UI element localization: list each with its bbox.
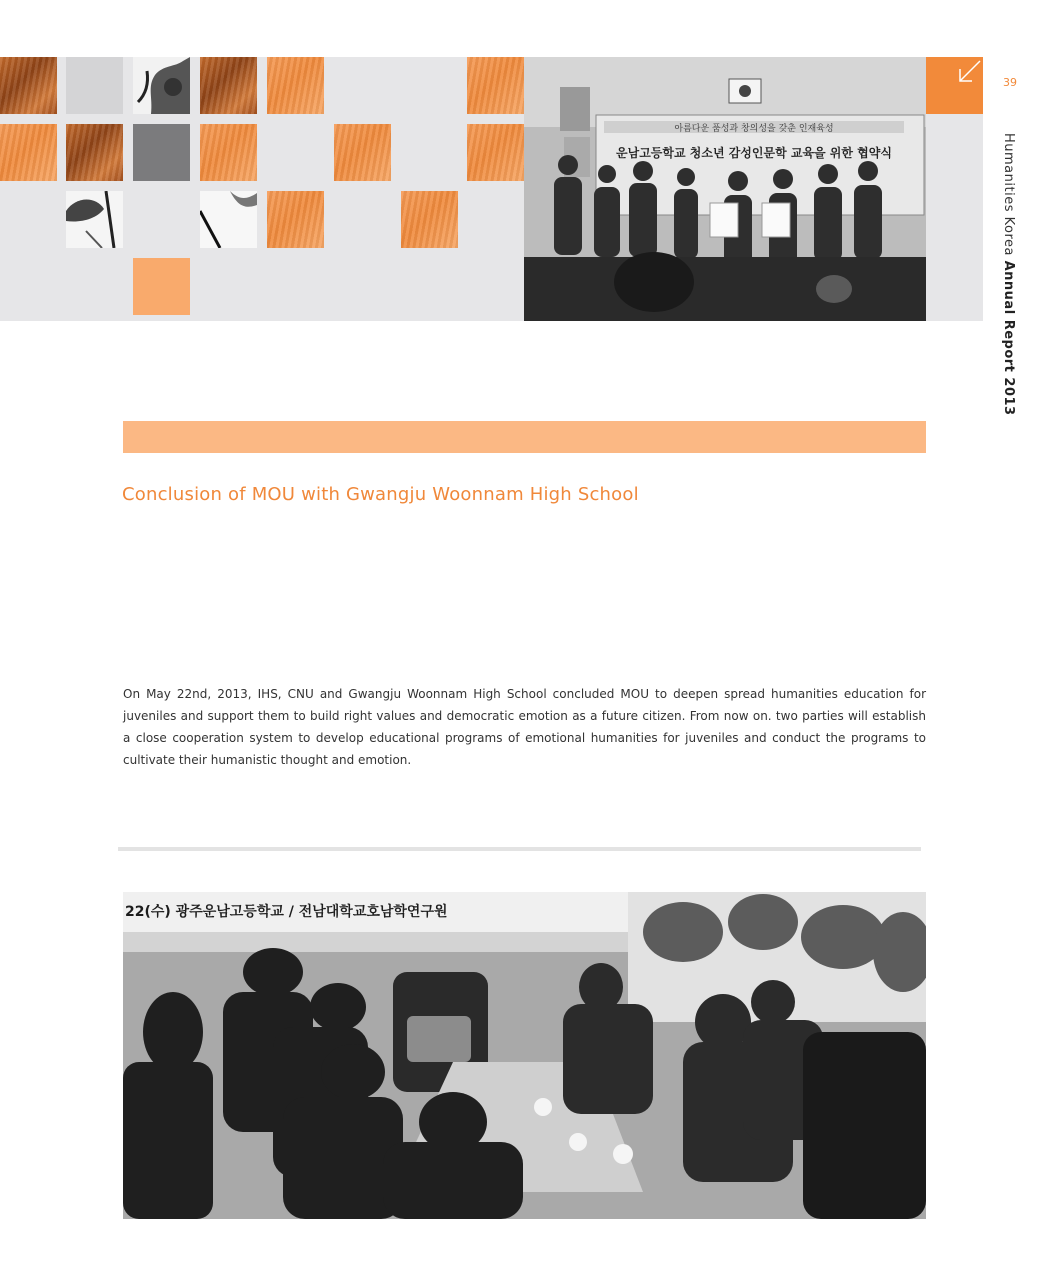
meeting-photo bbox=[123, 892, 926, 1219]
mosaic-photo-tile bbox=[133, 57, 190, 114]
section-headline: Conclusion of MOU with Gwangju Woonnam High School bbox=[122, 484, 639, 505]
mosaic-tile bbox=[334, 124, 391, 181]
mosaic-tile bbox=[267, 57, 324, 114]
mosaic-tile bbox=[0, 57, 57, 114]
side-title-light: Humanities Korea bbox=[1001, 133, 1016, 261]
arrow-down-left-icon bbox=[926, 57, 983, 114]
section-divider bbox=[118, 847, 921, 851]
mosaic-tile bbox=[467, 124, 524, 181]
section-body-text: On May 22nd, 2013, IHS, CNU and Gwangju Woonnam High School concluded MOU to deepen spread humanities education for juveniles and support them to build right values and democratic emotion as a future citizen. From now on. two parties will establish a close cooperation system to develop educational programs of emotional humanities for juveniles and conduct the programs to cultivate their humanistic thought and emotion. bbox=[123, 687, 926, 767]
mosaic-photo-tile bbox=[200, 191, 257, 248]
mosaic-tile bbox=[401, 191, 458, 248]
mosaic-tile bbox=[0, 124, 57, 181]
mosaic-photo-tile bbox=[66, 191, 123, 248]
side-title-bold: Annual Report 2013 bbox=[1001, 260, 1016, 416]
mou-signing-photo bbox=[524, 57, 926, 321]
page-number: 39 bbox=[1003, 76, 1017, 89]
section-accent-bar bbox=[123, 421, 926, 453]
mosaic-tile bbox=[133, 124, 190, 181]
corner-accent bbox=[926, 57, 983, 114]
mosaic-tile bbox=[200, 124, 257, 181]
bottom-photo-banner: 22(수) 광주운남고등학교 / 전남대학교호남학연구원 bbox=[123, 892, 628, 932]
top-photo-banner-line2: 운남고등학교 청소년 감성인문학 교육을 위한 협약식 bbox=[616, 146, 892, 160]
top-photo-banner-line1: 아름다운 품성과 창의성을 갖춘 인재육성 bbox=[674, 124, 834, 134]
mosaic-tile bbox=[267, 191, 324, 248]
mosaic-tile bbox=[66, 57, 123, 114]
report-side-title bbox=[1001, 133, 1016, 416]
mosaic-tile bbox=[66, 124, 123, 181]
mosaic-tile bbox=[133, 258, 190, 315]
mosaic-tile bbox=[200, 57, 257, 114]
mosaic-tile bbox=[467, 57, 524, 114]
